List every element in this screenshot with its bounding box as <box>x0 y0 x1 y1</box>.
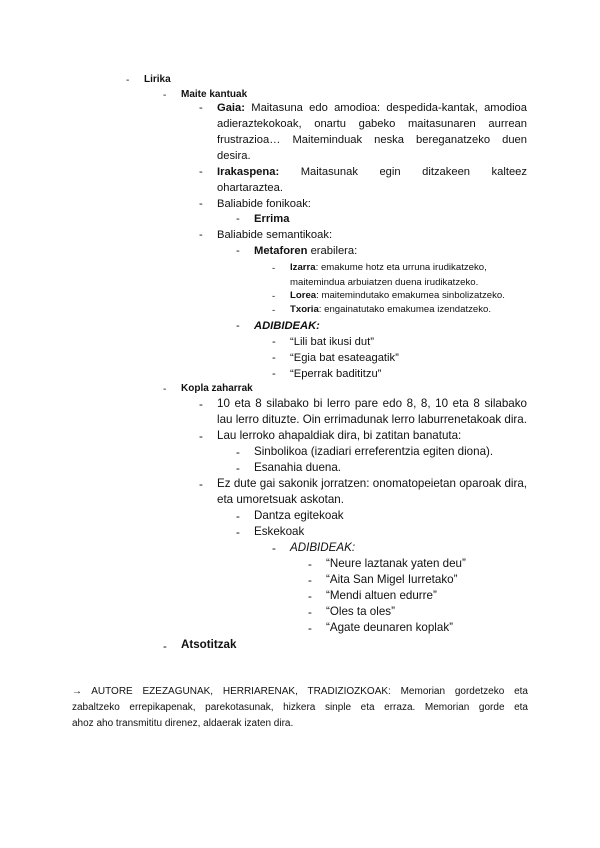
bullet: - <box>163 384 167 395</box>
bullet: - <box>126 75 130 86</box>
bullet: - <box>272 291 276 302</box>
heading-atsotitzak: Atsotitzak <box>181 638 237 651</box>
item-lorea: Lorea: maitemindutako emakumea sinbolizatzeko. <box>290 290 505 301</box>
gaia-line-2: adieraztekokoak, onartu gabeko maitasunaren aurrean <box>217 118 527 130</box>
bullet: - <box>272 352 276 364</box>
bullet: - <box>308 558 312 571</box>
item-txoria: Txoria: engainatutako emakumea izendatzeko. <box>290 304 492 315</box>
bullet: - <box>272 368 276 380</box>
footer-line-3: ahoz aho transmititu direnez, aldaerak izaten dira. <box>72 718 294 729</box>
baliabide-fonikoak: Baliabide fonikoak: <box>217 198 311 210</box>
heading-maite-kantuak: Maite kantuak <box>181 89 248 100</box>
gaia-line-3: frustrazioa… Maiteminduak neska bereganatzeko duen <box>217 134 527 146</box>
baliabide-semantikoak: Baliabide semantikoak: <box>217 229 333 241</box>
kopla-p1-line-1: 10 eta 8 silabako bi lerro pare edo 8, 8, 10 eta 8 silabako <box>217 397 527 410</box>
kopla-p3-line-2: eta umoretsuak askotan. <box>217 493 344 506</box>
irakaspena-line-1: Irakaspena: Maitasunak egin ditzakeen kalteez <box>217 166 527 178</box>
bullet: - <box>308 606 312 619</box>
bullet: - <box>163 640 167 653</box>
item-izarra: Izarra: emakume hotz eta urruna irudikatzeko, <box>290 262 487 273</box>
kopla-p3-sub: Dantza egitekoak <box>254 509 344 522</box>
example-item: “Eperrak badititzu” <box>290 368 382 380</box>
kopla-p2: Lau lerroko ahapaldiak dira, bi zatitan banatuta: <box>217 429 462 442</box>
metaforen-erabilera: Metaforen erabilera: <box>254 245 358 257</box>
bullet: - <box>236 320 240 332</box>
gaia-line-4: desira. <box>217 150 251 162</box>
example-item: “Mendi altuen edurre” <box>326 589 437 602</box>
heading-kopla-zaharrak: Kopla zaharrak <box>181 383 253 394</box>
bullet: - <box>236 462 240 475</box>
example-item: “Lili bat ikusi dut” <box>290 336 374 348</box>
footer-line-1: → AUTORE EZEZAGUNAK, HERRIARENAK, TRADIZIOZKOAK: Memorian gordetzeko eta <box>72 686 528 697</box>
adibideak-heading: ADIBIDEAK: <box>290 541 356 554</box>
bullet: - <box>272 263 276 274</box>
irakaspena-line-2: ohartaraztea. <box>217 182 283 194</box>
bullet: - <box>199 229 203 241</box>
example-item: “Oles ta oles” <box>326 605 395 618</box>
bullet: - <box>272 542 276 555</box>
item-izarra-cont: maitemindua arbuiatzen duena irudikatzeko. <box>290 277 479 288</box>
bullet: - <box>199 398 203 411</box>
example-item: “Neure laztanak yaten deu” <box>326 557 466 570</box>
bullet: - <box>308 622 312 635</box>
bullet: - <box>308 590 312 603</box>
bullet: - <box>236 245 240 257</box>
bullet: - <box>199 166 203 178</box>
bullet: - <box>272 305 276 316</box>
bullet: - <box>163 90 167 101</box>
kopla-p3-sub: Eskekoak <box>254 525 305 538</box>
bullet: - <box>236 446 240 459</box>
kopla-p2-sub: Sinbolikoa (izadiari erreferentzia egiten diona). <box>254 445 494 458</box>
example-item: “Egia bat esateagatik” <box>290 352 399 364</box>
bullet: - <box>199 478 203 491</box>
bullet: - <box>236 526 240 539</box>
bullet: - <box>272 336 276 348</box>
bullet: - <box>236 510 240 523</box>
kopla-p2-sub: Esanahia duena. <box>254 461 342 474</box>
example-item: “Aita San Migel Iurretako” <box>326 573 458 586</box>
example-item: “Agate deunaren koplak” <box>326 621 453 634</box>
footer-line-2: zabaltzeko errepikapenak, parekotasunak, hizkera sinple eta erraza. Memorian gorde eta <box>72 702 528 713</box>
kopla-p1-line-2: lau lerro dituzte. Oin errimadunak lerro laburrenetakoak dira. <box>217 413 527 426</box>
heading-lirika: Lirika <box>144 74 171 85</box>
bullet: - <box>199 198 203 210</box>
bullet: - <box>199 102 203 114</box>
adibideak-heading: ADIBIDEAK: <box>254 320 320 332</box>
bullet: - <box>236 213 240 225</box>
gaia-line-1: Gaia: Maitasuna edo amodioa: despedida-kantak, amodioa <box>217 102 527 114</box>
errima: Errima <box>254 213 290 225</box>
bullet: - <box>199 430 203 443</box>
kopla-p3-line-1: Ez dute gai sakonik jorratzen: onomatopeietan oparoak dira, <box>217 477 527 490</box>
bullet: - <box>308 574 312 587</box>
